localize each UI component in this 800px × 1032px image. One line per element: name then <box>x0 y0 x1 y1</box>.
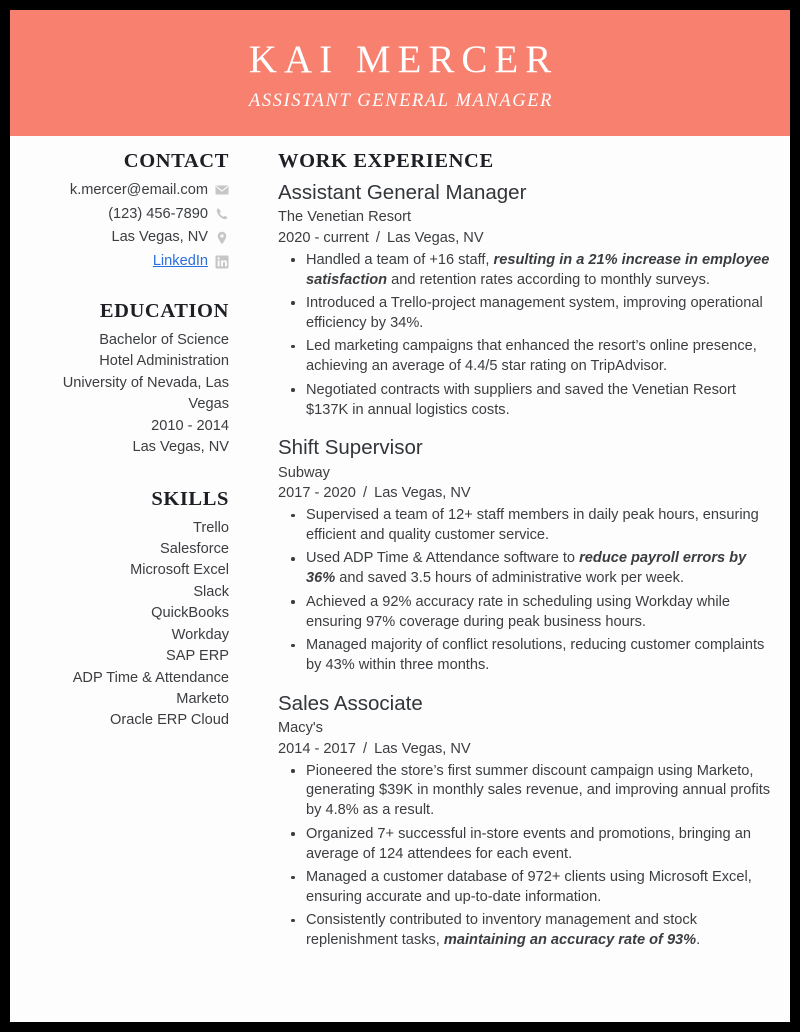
experience-column <box>233 150 790 955</box>
bullet-text: Managed a customer database of 972+ clients using Microsoft Excel, ensuring accurate and up-to-date information. <box>306 869 752 905</box>
job-bullet <box>304 251 776 291</box>
skill-item: Slack <box>193 583 229 600</box>
contact-heading: CONTACT <box>123 150 229 172</box>
job-bullet-list <box>278 251 776 421</box>
bullet-text: Pioneered the store’s first summer discount campaign using Marketo, generating $39K in monthly sales revenue, and improving annual profits by 4.8% as a result. <box>306 762 771 819</box>
bullet-emphasis: maintaining an accuracy rate of 93% <box>443 932 697 949</box>
job-dates: 2014 - 2017 <box>278 740 356 757</box>
job-bullet <box>304 593 776 633</box>
job-meta <box>278 483 776 504</box>
job-entry <box>278 435 776 675</box>
job-title: Shift Supervisor <box>278 436 423 460</box>
bullet-text: Managed majority of conflict resolutions, reducing customer complaints by 43% within three months. <box>306 637 765 673</box>
contact-item-linkedin[interactable] <box>10 251 229 272</box>
bullet-text: Achieved a 92% accuracy rate in scheduling using Workday while ensuring 97% coverage during peak business hours. <box>306 593 730 630</box>
skill-item: Microsoft Excel <box>130 562 229 579</box>
contact-list <box>10 180 229 272</box>
job-bullet <box>304 549 776 589</box>
education-line: Las Vegas, NV <box>132 439 229 456</box>
job-bullet <box>304 381 776 421</box>
linkedin-icon[interactable] <box>215 255 229 269</box>
job-company: Subway <box>278 464 330 481</box>
job-title: Assistant General Manager <box>278 181 527 204</box>
job-entry <box>278 180 776 420</box>
bullet-text: Negotiated contracts with suppliers and saved the Venetian Resort $137K in annual logistics costs. <box>306 381 736 418</box>
job-company: The Venetian Resort <box>278 209 412 226</box>
job-bullet <box>304 337 776 377</box>
job-bullet-list <box>278 506 776 676</box>
contact-item-email <box>10 180 229 201</box>
job-entry <box>278 691 776 951</box>
phone-icon <box>215 207 229 221</box>
bullet-text: Handled a team of +16 staff, <box>306 251 494 268</box>
skill-item: Trello <box>193 519 229 536</box>
job-dates: 2017 - 2020 <box>278 485 356 502</box>
sidebar-column <box>10 150 233 732</box>
bullet-text: Used ADP Time & Attendance software to <box>306 550 580 567</box>
education-list <box>10 330 229 459</box>
contact-email-text: k.mercer@email.com <box>69 182 208 198</box>
skill-item: QuickBooks <box>151 605 229 622</box>
contact-location-text: Las Vegas, NV <box>111 229 208 246</box>
job-meta <box>278 739 776 760</box>
skills-heading: SKILLS <box>151 487 229 510</box>
bullet-emphasis: reduce payroll errors by 36% <box>306 550 747 587</box>
bullet-text: and retention rates according to monthly surveys. <box>387 271 710 288</box>
envelope-icon <box>215 183 229 197</box>
candidate-name: KAI MERCER <box>248 38 559 82</box>
job-bullet <box>304 636 776 676</box>
job-meta-separator: / <box>371 229 385 246</box>
job-bullet <box>304 825 776 865</box>
map-pin-icon <box>215 231 229 245</box>
job-location: Las Vegas, NV <box>374 740 471 757</box>
education-heading: EDUCATION <box>99 299 229 322</box>
skill-item: Marketo <box>176 691 229 707</box>
skill-item: Salesforce <box>160 540 229 557</box>
resume-page <box>10 10 790 1022</box>
contact-item-location <box>10 227 229 248</box>
bullet-text: Led marketing campaigns that enhanced the resort’s online presence, achieving an average of 4.4/5 star rating on TripAdvisor. <box>306 338 757 375</box>
skill-item: ADP Time & Attendance <box>72 669 229 686</box>
bullet-text: Supervised a team of 12+ staff members in daily peak hours, ensuring efficient and quality customer service. <box>306 507 759 543</box>
education-line: Bachelor of Science <box>99 331 229 348</box>
education-line: Hotel Administration <box>99 353 229 370</box>
skills-list <box>10 518 229 732</box>
job-dates: 2020 - current <box>278 229 369 246</box>
bullet-text: Introduced a Trello-project management system, improving operational efficiency by 34%. <box>306 294 763 331</box>
contact-phone-text: (123) 456-7890 <box>108 205 208 222</box>
job-location: Las Vegas, NV <box>387 229 484 246</box>
job-meta-separator: / <box>358 740 372 757</box>
skill-item: SAP ERP <box>166 648 229 665</box>
work-experience-heading: WORK EXPERIENCE <box>278 150 494 172</box>
education-line: University of Nevada, Las Vegas <box>62 374 229 413</box>
job-bullet <box>304 762 776 822</box>
job-meta-separator: / <box>358 485 372 502</box>
resume-header-banner <box>10 10 790 136</box>
job-company: Macy's <box>278 720 323 737</box>
bullet-text: Organized 7+ successful in-store events and promotions, bringing an average of 124 attendees for each event. <box>306 825 751 862</box>
job-title: Sales Associate <box>278 691 423 715</box>
job-location: Las Vegas, NV <box>374 485 471 502</box>
job-bullet <box>304 506 776 546</box>
job-bullet <box>304 294 776 334</box>
candidate-job-title: ASSISTANT GENERAL MANAGER <box>248 90 554 111</box>
education-line: 2010 - 2014 <box>151 417 229 434</box>
skill-item: Workday <box>171 626 229 643</box>
linkedin-link[interactable]: LinkedIn <box>152 253 208 270</box>
resume-body <box>10 136 790 955</box>
job-bullet-list <box>278 762 776 952</box>
job-bullet <box>304 911 776 951</box>
bullet-text: and saved 3.5 hours of administrative work per week. <box>335 570 685 587</box>
job-list <box>278 180 776 951</box>
job-bullet <box>304 868 776 908</box>
bullet-emphasis: resulting in a 21% increase in employee satisfaction <box>306 251 770 288</box>
job-meta <box>278 228 776 249</box>
bullet-text: . <box>696 932 701 949</box>
contact-item-phone <box>10 204 229 225</box>
bullet-text: Consistently contributed to inventory management and stock replenishment tasks, <box>306 912 698 949</box>
skill-item: Oracle ERP Cloud <box>110 712 229 729</box>
